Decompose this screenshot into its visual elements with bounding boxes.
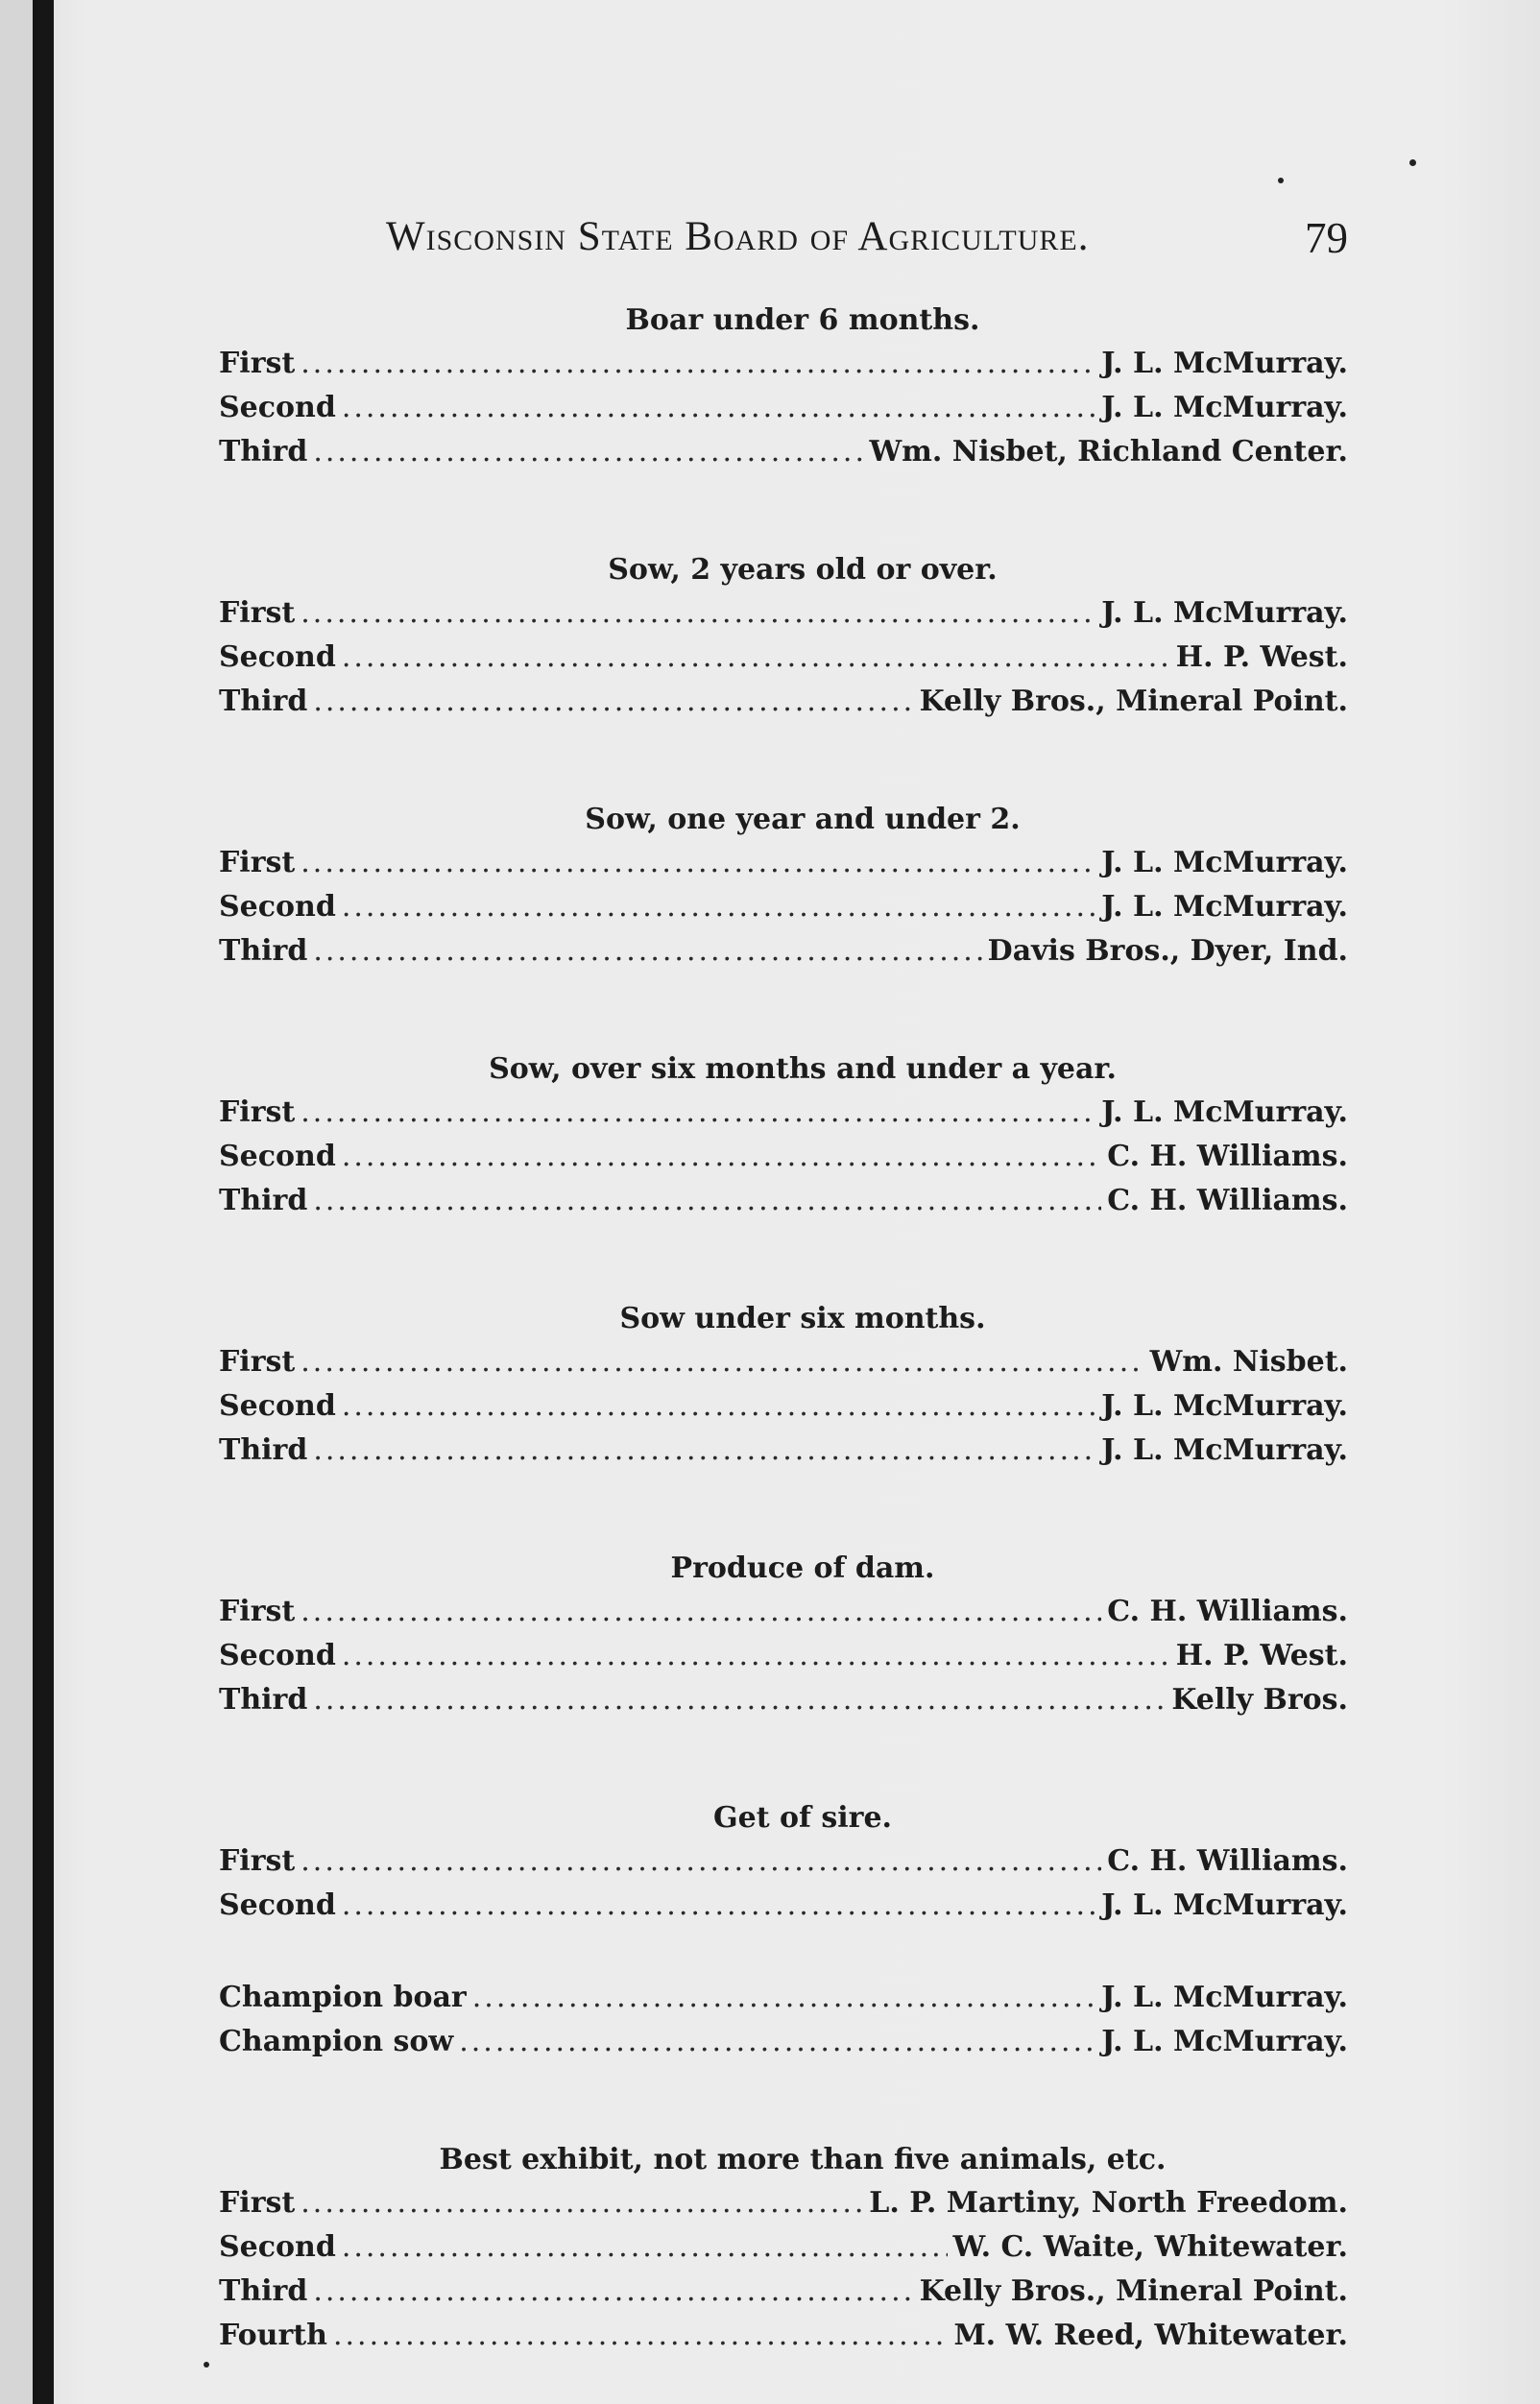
- winner-name: L. P. Martiny, North Freedom.: [869, 2186, 1348, 2220]
- section-sow-2-years: [219, 549, 1348, 724]
- award-place: First: [219, 1595, 296, 1628]
- winner-name: J. L. McMurray.: [1101, 2025, 1348, 2058]
- dot-leader: [313, 1179, 1101, 1223]
- dot-leader: [342, 2225, 948, 2270]
- winner-name: Kelly Bros., Mineral Point.: [919, 685, 1348, 718]
- dot-leader: [342, 885, 1095, 929]
- award-row: [219, 1976, 1348, 2020]
- winner-name: H. P. West.: [1175, 640, 1348, 674]
- award-row: [219, 885, 1348, 929]
- dot-leader: [313, 1678, 1166, 1722]
- winner-name: J. L. McMurray.: [1101, 1981, 1348, 2014]
- award-place: Second: [219, 890, 336, 924]
- section-sow-one-year: [219, 799, 1348, 974]
- section-produce-of-dam: [219, 1548, 1348, 1722]
- dot-leader: [313, 929, 981, 974]
- award-place: Third: [219, 934, 308, 968]
- dot-leader: [333, 2314, 949, 2358]
- award-row: [219, 342, 1348, 386]
- award-place: First: [219, 1095, 296, 1129]
- award-row: [219, 1179, 1348, 1223]
- award-row: [219, 1839, 1348, 1884]
- award-place: Second: [219, 1888, 336, 1922]
- award-place: First: [219, 1345, 296, 1379]
- print-speck: [1278, 178, 1284, 183]
- award-row: [219, 2270, 1348, 2314]
- dot-leader: [301, 1091, 1095, 1135]
- section-sow-under-six-months: [219, 1298, 1348, 1473]
- winner-name: Wm. Nisbet, Richland Center.: [869, 435, 1348, 469]
- running-title: Wisconsin State Board of Agriculture.: [386, 214, 1090, 259]
- dot-leader: [313, 680, 913, 724]
- award-place: First: [219, 1844, 296, 1878]
- award-row: [219, 430, 1348, 474]
- award-row: [219, 1634, 1348, 1678]
- award-place: First: [219, 347, 296, 380]
- dot-leader: [342, 1384, 1095, 1429]
- dot-leader: [301, 1340, 1143, 1384]
- section-title: Sow, one year and under 2.: [585, 803, 1021, 836]
- award-row: [219, 1091, 1348, 1135]
- award-row: [219, 2225, 1348, 2270]
- dot-leader: [301, 2181, 863, 2225]
- section-title: Sow, over six months and under a year.: [489, 1052, 1117, 1086]
- award-place: Third: [219, 1184, 308, 1217]
- award-row: [219, 680, 1348, 724]
- winner-name: J. L. McMurray.: [1101, 391, 1348, 424]
- award-row: [219, 1884, 1348, 1928]
- winner-name: J. L. McMurray.: [1101, 347, 1348, 380]
- award-row: [219, 929, 1348, 974]
- winner-name: Wm. Nisbet.: [1149, 1345, 1348, 1379]
- page-edge: [0, 0, 33, 2404]
- award-row: [219, 1678, 1348, 1722]
- section-gap: [219, 724, 1348, 799]
- dot-leader: [342, 386, 1095, 430]
- award-row: [219, 1340, 1348, 1384]
- award-row: [219, 636, 1348, 680]
- award-place: Second: [219, 1639, 336, 1672]
- section-title: Get of sire.: [713, 1801, 892, 1835]
- winner-name: J. L. McMurray.: [1101, 1888, 1348, 1922]
- section-title: Boar under 6 months.: [625, 303, 980, 337]
- print-speck: [204, 2362, 209, 2368]
- award-place: Second: [219, 640, 336, 674]
- award-row: [219, 1135, 1348, 1179]
- winner-name: Kelly Bros.: [1171, 1683, 1348, 1717]
- dot-leader: [301, 1590, 1101, 1634]
- section-boar-under-6-months: [219, 300, 1348, 474]
- section-get-of-sire: [219, 1797, 1348, 1928]
- winner-name: H. P. West.: [1175, 1639, 1348, 1672]
- dot-leader: [301, 1839, 1101, 1884]
- section-title: Sow under six months.: [619, 1302, 986, 1335]
- award-row: [219, 2181, 1348, 2225]
- award-place: Third: [219, 1683, 308, 1717]
- award-row: [219, 386, 1348, 430]
- dot-leader: [301, 841, 1095, 885]
- print-speck: [1409, 159, 1416, 166]
- dot-leader: [342, 1884, 1095, 1928]
- section-title: Best exhibit, not more than five animals, etc.: [439, 2143, 1167, 2176]
- award-row: [219, 1590, 1348, 1634]
- dot-leader: [301, 342, 1095, 386]
- running-header: [0, 213, 1540, 280]
- award-place: Third: [219, 2274, 308, 2308]
- award-row: [219, 1384, 1348, 1429]
- winner-name: W. C. Waite, Whitewater.: [952, 2230, 1348, 2264]
- dot-leader: [301, 591, 1095, 636]
- award-place: Second: [219, 1140, 336, 1173]
- winner-name: J. L. McMurray.: [1101, 846, 1348, 879]
- award-row: [219, 591, 1348, 636]
- dot-leader: [342, 636, 1170, 680]
- award-place: Third: [219, 435, 308, 469]
- winner-name: M. W. Reed, Whitewater.: [953, 2319, 1348, 2352]
- winner-name: J. L. McMurray.: [1101, 596, 1348, 630]
- award-row: [219, 2314, 1348, 2358]
- section-gap: [219, 1722, 1348, 1797]
- award-row: [219, 1429, 1348, 1473]
- winner-name: J. L. McMurray.: [1101, 1095, 1348, 1129]
- section-gap: [219, 1223, 1348, 1298]
- award-place: Fourth: [219, 2319, 327, 2352]
- winner-name: C. H. Williams.: [1107, 1140, 1348, 1173]
- dot-leader: [313, 2270, 913, 2314]
- section-champions: [219, 1976, 1348, 2064]
- award-row: [219, 2020, 1348, 2064]
- section-gap: [219, 2064, 1348, 2139]
- award-place: Champion sow: [219, 2025, 454, 2058]
- winner-name: C. H. Williams.: [1107, 1184, 1348, 1217]
- dot-leader: [313, 430, 863, 474]
- dot-leader: [472, 1976, 1096, 2020]
- winner-name: Davis Bros., Dyer, Ind.: [987, 934, 1348, 968]
- dot-leader: [342, 1135, 1101, 1179]
- winner-name: Kelly Bros., Mineral Point.: [919, 2274, 1348, 2308]
- dot-leader: [313, 1429, 1095, 1473]
- award-place: First: [219, 846, 296, 879]
- page-number: 79: [1305, 214, 1348, 262]
- section-title: Sow, 2 years old or over.: [608, 553, 998, 587]
- section-sow-over-six-months: [219, 1048, 1348, 1223]
- award-place: Third: [219, 1433, 308, 1467]
- award-place: Second: [219, 1389, 336, 1423]
- section-gap: [219, 1473, 1348, 1548]
- award-place: Second: [219, 391, 336, 424]
- award-place: Third: [219, 685, 308, 718]
- winner-name: J. L. McMurray.: [1101, 890, 1348, 924]
- section-gap: [219, 974, 1348, 1048]
- winner-name: J. L. McMurray.: [1101, 1389, 1348, 1423]
- award-place: First: [219, 596, 296, 630]
- section-best-exhibit: [219, 2139, 1348, 2358]
- dot-leader: [459, 2020, 1095, 2064]
- dot-leader: [342, 1634, 1170, 1678]
- award-place: First: [219, 2186, 296, 2220]
- winner-name: C. H. Williams.: [1107, 1595, 1348, 1628]
- premium-list: [219, 300, 1348, 2358]
- section-title: Produce of dam.: [670, 1551, 935, 1585]
- award-place: Champion boar: [219, 1981, 467, 2014]
- winner-name: J. L. McMurray.: [1101, 1433, 1348, 1467]
- book-spine-shadow: [33, 0, 54, 2404]
- section-gap: [219, 1928, 1348, 1976]
- award-row: [219, 841, 1348, 885]
- section-gap: [219, 474, 1348, 549]
- award-place: Second: [219, 2230, 336, 2264]
- winner-name: C. H. Williams.: [1107, 1844, 1348, 1878]
